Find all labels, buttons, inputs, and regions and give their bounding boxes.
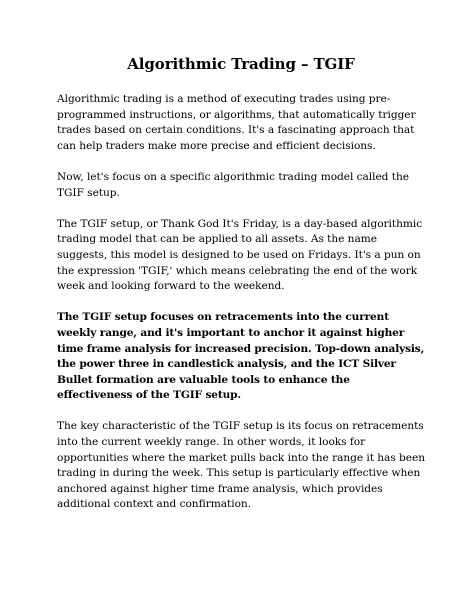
document-page (57, 54, 425, 529)
paragraph-intro: Algorithmic trading is a method of executing trades using pre-programmed instructions, or algorithms, that automatically trigger trades based on certain conditions. It's a fascinating approach that can help traders make more precise and efficient decisions. (57, 93, 416, 152)
page-title: Algorithmic Trading – TGIF (127, 55, 355, 73)
paragraph-tgif-focus-bold: The TGIF setup focuses on retracements into the current weekly range, and it's important to anchor it against higher time frame analysis for increased precision. Top-down analysis, the power three in candlestick analysis, and the ICT Silver Bullet formation are valuable tools to enhance the effectiveness of the TGIF setup. (57, 311, 425, 402)
paragraph-tgif-definition: The TGIF setup, or Thank God It's Friday, is a day-based algorithmic trading model that can be applied to all assets. As the name suggests, this model is designed to be used on Fridays. It's a pun on the expression 'TGIF,' which means celebrating the end of the work week and looking forward to the weekend. (57, 217, 423, 293)
paragraph-focus: Now, let's focus on a specific algorithmic trading model called the TGIF setup. (57, 170, 409, 199)
paragraph-key-characteristic: The key characteristic of the TGIF setup is its focus on retracements into the current weekly range. In other words, it looks for opportunities where the market pulls back into the range it has been trading in during the week. This setup is particularly effective when anchored against higher time frame analysis, which provides additional context and confirmation. (57, 420, 425, 511)
